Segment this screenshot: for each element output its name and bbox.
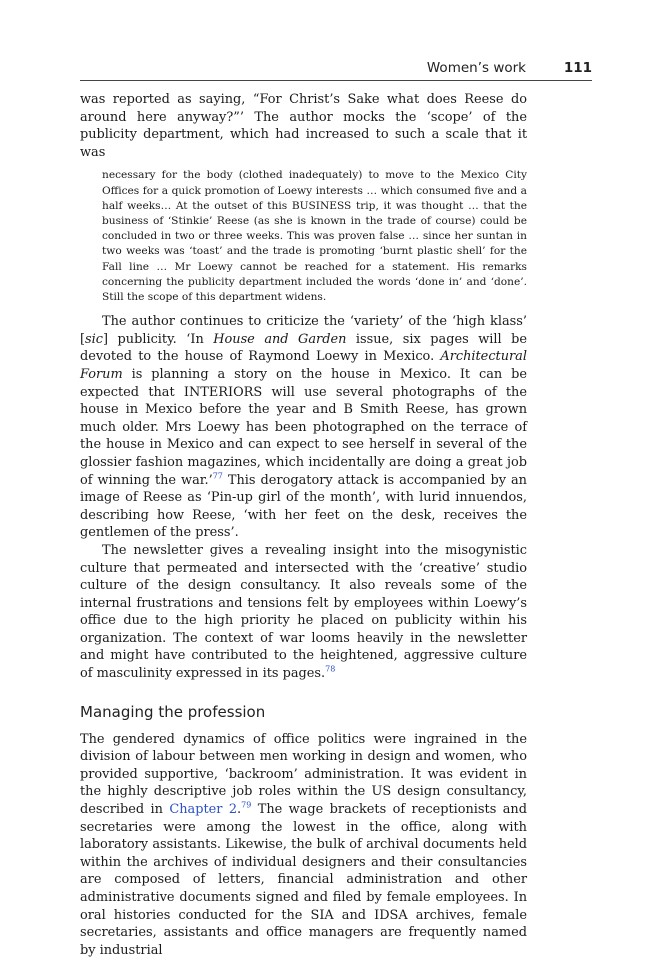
footnote-ref-78[interactable]: 78: [325, 664, 336, 674]
running-title: Women’s work: [426, 60, 526, 76]
text-run: is planning a story on the house in Mexico. It can be expected that INTERIORS will use several photographs of the house in Mexico before the year and B Smith Reese, has grown much older. Mrs Loewy has been photographed on the terrace of the house in Mexico and can expect to see herself in several of the glossier fashion magazines, which incidentally are doing a great job of winning the war.’: [80, 366, 527, 488]
paragraph-continued: was reported as saying, “For Christ’s Sake what does Reese do around here anyway?”’ The author mocks the ‘scope’ of the publicity department, which had increased to such a scale that it was: [80, 92, 527, 160]
text-run: The newsletter gives a revealing insight into the misogynistic culture that permeated and intersected with the ‘creative’ studio culture of the design consultancy. It also reveals some of the internal frustrations and tensions felt by employees within Loewy’s office due to the high priority he placed on publicity within his organization. The context of war looms heavily in the newsletter and might have contributed to the heightened, aggressive culture of masculinity expressed in its pages.: [80, 542, 527, 682]
text-run: The gendered dynamics of office politics were ingrained in the division of labour between men working in design and women, who provided supportive, ‘backroom’ administration. It was evident in the highly descriptive job roles within the US design consultancy, described in: [80, 731, 527, 818]
block-quote: [102, 168, 527, 305]
chapter-link[interactable]: Chapter 2: [169, 802, 238, 818]
magazine-title: House and Garden: [213, 331, 347, 347]
body-text: [80, 91, 527, 959]
text-run: ] publicity. ‘In: [103, 331, 214, 347]
text-run: The author continues to criticize the ‘variety’ of the ‘high klass’ [: [80, 314, 527, 347]
footnote-ref-79[interactable]: 79: [241, 800, 252, 810]
section-heading: Managing the profession: [80, 702, 266, 721]
block-quote-text: necessary for the body (clothed inadequately) to move to the Mexico City Offices for a quick promotion of Loewy interests … which consumed five and a half weeks… At the outset of this BUSINESS trip, it was thought … that the business of ‘Stinkie’ Reese (as she is known in the trade of course) could be concluded in two or three weeks. This was proven false … since her suntan in two weeks was ‘toast’ and the trade is promoting ‘burnt plastic shell’ for the Fall line … Mr Loewy cannot be reached for a statement. His remarks concerning the publicity department included the words ‘done in’ and ‘done’. Still the scope of this department widens.: [102, 169, 527, 303]
magazine-title: Architectural Forum: [80, 349, 527, 382]
text-run: This derogatory attack is accompanied by an image of Reese as ‘Pin-up girl of the month’, with lurid innuendos, describing how Reese, ‘with her feet on the desk, receives the gentlemen of the press’.: [80, 472, 527, 541]
sic-italic: sic: [85, 331, 103, 347]
text-run: .: [237, 802, 242, 818]
footnote-ref-77[interactable]: 77: [212, 471, 223, 481]
running-header: [80, 58, 592, 81]
paragraph-critique: [80, 313, 527, 542]
paragraph-gendered-dynamics: [80, 731, 527, 959]
paragraph-newsletter: [80, 542, 527, 683]
text-run: The wage brackets of receptionists and secretaries were among the lowest in the office, along with laboratory assistants. Likewise, the bulk of archival documents held within the archives of individual designers and their consultancies are composed of letters, financial administration and other administrative documents signed and filed by female employees. In oral histories conducted for the SIA and IDSA archives, female secretaries, assistants and office managers are frequently named by industrial: [80, 802, 527, 958]
page-number: 111: [563, 60, 592, 76]
text-run: issue, six pages will be devoted to the house of Raymond Loewy in Mexico.: [80, 331, 527, 365]
